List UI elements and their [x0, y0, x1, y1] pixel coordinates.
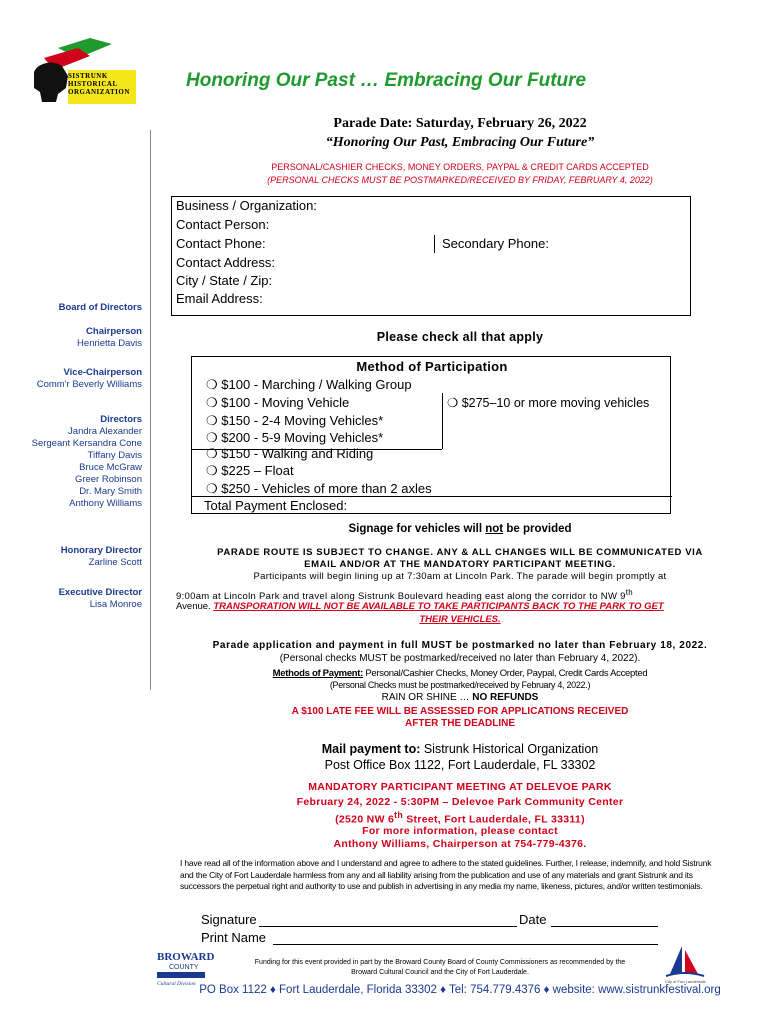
route-line2: EMAIL AND/OR AT THE MANDATORY PARTICIPANT MEETING.: [304, 559, 616, 570]
city-state-zip-field[interactable]: City / State / Zip:: [176, 273, 273, 288]
participation-box: [191, 356, 671, 514]
contact-form: [171, 196, 691, 316]
business-field[interactable]: Business / Organization:: [176, 198, 317, 213]
option-label: $150 - Walking and Riding: [221, 446, 374, 461]
meeting-sup: th: [394, 810, 403, 820]
director-name: Greer Robinson: [74, 474, 142, 485]
sail-icon: [670, 946, 682, 974]
print-name-label: Print Name: [201, 930, 267, 945]
radio-circle-icon[interactable]: ❍: [206, 413, 222, 428]
option-large-vehicles[interactable]: [206, 481, 432, 497]
vice-name: Comm'r Beverly Williams: [36, 379, 142, 390]
meeting-line5: Anthony Williams, Chairperson at 754-779-4376.: [333, 838, 587, 850]
exec-heading: Executive Director: [58, 587, 142, 598]
no-refunds: NO REFUNDS: [472, 692, 539, 703]
route-sup: th: [625, 588, 633, 597]
mail-org: Sistrunk Historical Organization: [420, 742, 599, 756]
participation-title: Method of Participation: [356, 359, 508, 374]
meeting-line4: For more information, please contact: [362, 825, 558, 837]
print-name-line[interactable]: [273, 944, 658, 945]
contact-person-field[interactable]: Contact Person:: [176, 217, 270, 232]
wave-icon: [666, 973, 704, 976]
director-name: Sergeant Kersandra Cone: [31, 438, 142, 449]
funding-line: Funding for this event provided in part by the Broward County Board of County Commissioners as recommended by the: [254, 959, 626, 966]
radio-circle-icon[interactable]: ❍: [206, 463, 222, 478]
funding-line: Broward Cultural Council and the City of Fort Lauderdale.: [351, 968, 529, 976]
option-10-plus-vehicles[interactable]: [447, 395, 649, 410]
payment-check-note: (Personal checks MUST be postmarked/received no later than February 4, 2022).: [279, 653, 641, 664]
broward-logo-bar: [157, 972, 205, 978]
director-name: Dr. Mary Smith: [79, 486, 142, 497]
broward-logo-sub: COUNTY: [169, 964, 199, 971]
broward-county-logo: [155, 948, 215, 988]
board-heading: Board of Directors: [58, 302, 142, 313]
meeting-line1: MANDATORY PARTICIPANT MEETING AT DELEVOE PARK: [308, 781, 612, 793]
sidebar-divider: [150, 130, 151, 690]
contact-phone-field[interactable]: Contact Phone:: [176, 236, 266, 251]
logo-text-line: HISTORICAL: [68, 80, 118, 88]
option-label: $200 - 5-9 Moving Vehicles*: [221, 430, 384, 445]
city-logo-caption: City of Fort Lauderdale: [665, 979, 706, 984]
contact-address-field[interactable]: Contact Address:: [176, 255, 275, 270]
parade-date: Parade Date: Saturday, February 26, 2022: [333, 116, 587, 131]
signage-text: Signage for vehicles will: [348, 523, 486, 535]
route-line1: PARADE ROUTE IS SUBJECT TO CHANGE. ANY & ALL CHANGES WILL BE COMMUNICATED VIA: [217, 547, 703, 558]
option-5-9-vehicles[interactable]: [206, 430, 383, 446]
route-text: 9:00am at Lincoln Park and travel along Sistrunk Boulevard heading east along the corridor to NW 9: [176, 591, 626, 603]
city-of-fort-lauderdale-logo: [662, 942, 708, 984]
footer: PO Box 1122 ♦ Fort Lauderdale, Florida 33302 ♦ Tel: 754.779.4376 ♦ website: www.sistrunkfestival.org: [199, 984, 721, 996]
option-label: $250 - Vehicles of more than 2 axles: [221, 481, 432, 496]
option-walking-riding[interactable]: [206, 446, 373, 462]
route-text: Avenue.: [176, 601, 214, 612]
payment-deadline: Parade application and payment in full MUST be postmarked no later than February 18, 2022.: [212, 640, 708, 651]
meeting-text: Street, Fort Lauderdale, FL 33311): [403, 813, 585, 826]
payment-check-postmark: (Personal Checks must be postmarked/received by February 4, 2022.): [329, 680, 591, 690]
signage-emphasis: not: [485, 523, 504, 535]
main-title: Honoring Our Past … Embracing Our Future: [186, 70, 587, 91]
payment-methods-text: Personal/Cashier Checks, Money Order, Paypal, Credit Cards Accepted: [363, 668, 648, 679]
director-name: Tiffany Davis: [87, 450, 142, 461]
mail-address: Post Office Box 1122, Fort Lauderdale, FL 33302: [324, 758, 596, 772]
meeting-line3: [160, 810, 760, 826]
route-line3: Participants will begin lining up at 7:30am at Lincoln Park. The parade will begin promptly at: [253, 571, 667, 582]
funding-note: [225, 958, 655, 977]
logo-text-line: ORGANIZATION: [68, 88, 130, 96]
check-all-heading: Please check all that apply: [376, 330, 544, 344]
radio-circle-icon[interactable]: ❍: [206, 430, 222, 445]
director-name: Anthony Williams: [69, 498, 142, 509]
rain-text: RAIN OR SHINE …: [381, 692, 473, 703]
option-moving-vehicle[interactable]: [206, 395, 349, 411]
option-label: $225 – Float: [221, 463, 294, 478]
chair-name: Henrietta Davis: [77, 338, 142, 349]
option-label: $100 - Moving Vehicle: [221, 395, 350, 410]
payment-methods-label: Methods of Payment:: [272, 668, 364, 679]
logo-profile-head-icon: [34, 63, 68, 102]
exec-name: Lisa Monroe: [89, 599, 142, 610]
mail-label: Mail payment to:: [321, 742, 421, 756]
broward-logo-text: BROWARD: [157, 951, 215, 963]
meeting-text: (2520 NW 6: [335, 813, 395, 826]
option-float[interactable]: [206, 463, 294, 479]
option-label: $100 - Marching / Walking Group: [221, 377, 412, 392]
transport-warning: TRANSPORATION WILL NOT BE AVAILABLE TO TAKE PARTICIPANTS BACK TO THE PARK TO GET: [213, 601, 664, 612]
transport-warning: THEIR VEHICLES.: [419, 614, 501, 625]
payment-notice-line1: PERSONAL/CASHIER CHECKS, MONEY ORDERS, PAYPAL & CREDIT CARDS ACCEPTED: [271, 162, 649, 172]
payment-methods: [160, 668, 760, 679]
option-marching[interactable]: [206, 377, 412, 393]
vice-heading: Vice-Chairperson: [63, 367, 142, 378]
route-line5: [176, 601, 664, 612]
release-statement: I have read all of the information above and I understand and agree to adhere to the stated guidelines. Further, I release, indemnify, and hold Sistrunk and the City of Fort Lauderdale harmless from any and all liability arising from the publication and use of any materials and grant Sistrunk and its successors the perpetual right and authority to use and publish in advertising in any media my name, likeness, pictures, and/or written testimonials.: [180, 858, 712, 891]
radio-circle-icon[interactable]: ❍: [447, 396, 462, 410]
signage-notice: [160, 523, 760, 535]
date-label: Date: [519, 912, 547, 927]
radio-circle-icon[interactable]: ❍: [206, 481, 222, 496]
email-field[interactable]: Email Address:: [176, 291, 263, 306]
late-fee-line2: AFTER THE DEADLINE: [405, 718, 515, 729]
radio-circle-icon[interactable]: ❍: [206, 446, 222, 461]
total-payment-field[interactable]: Total Payment Enclosed:: [204, 498, 348, 513]
logo-text: [68, 72, 130, 96]
directors-heading: Directors: [100, 414, 142, 425]
rain-or-shine: [160, 692, 760, 703]
late-fee-line1: A $100 LATE FEE WILL BE ASSESSED FOR APPLICATIONS RECEIVED: [291, 706, 629, 717]
meeting-line2: February 24, 2022 - 5:30PM – Delevoe Park Community Center: [296, 796, 624, 808]
payment-notice-line2: (PERSONAL CHECKS MUST BE POSTMARKED/RECEIVED BY FRIDAY, FEBRUARY 4, 2022): [267, 175, 653, 185]
option-2-4-vehicles[interactable]: [206, 413, 383, 429]
signature-label: Signature: [201, 912, 257, 927]
director-name: Jandra Alexander: [68, 426, 142, 437]
option-divider: [442, 393, 443, 449]
secondary-phone-field[interactable]: Secondary Phone:: [442, 236, 549, 251]
signature-line[interactable]: [259, 926, 517, 927]
sail-icon: [685, 950, 698, 974]
logo-text-line: SISTRUNK: [68, 72, 108, 80]
signage-text: be provided: [503, 523, 572, 535]
phone-divider: [434, 235, 435, 253]
radio-circle-icon[interactable]: ❍: [206, 395, 222, 410]
option-label: $150 - 2-4 Moving Vehicles*: [221, 413, 384, 428]
chair-heading: Chairperson: [86, 326, 142, 337]
date-line[interactable]: [551, 926, 658, 927]
tagline: “Honoring Our Past, Embracing Our Future”: [325, 135, 595, 150]
director-name: Bruce McGraw: [79, 462, 142, 473]
route-line6: [160, 614, 760, 625]
broward-logo-tag: Cultural Division: [157, 981, 196, 987]
total-divider: [192, 496, 672, 497]
honorary-name: Zarline Scott: [88, 557, 142, 568]
honorary-heading: Honorary Director: [60, 545, 142, 556]
radio-circle-icon[interactable]: ❍: [206, 377, 222, 392]
mail-payment: [160, 742, 760, 756]
option-label: $275–10 or more moving vehicles: [461, 396, 650, 410]
